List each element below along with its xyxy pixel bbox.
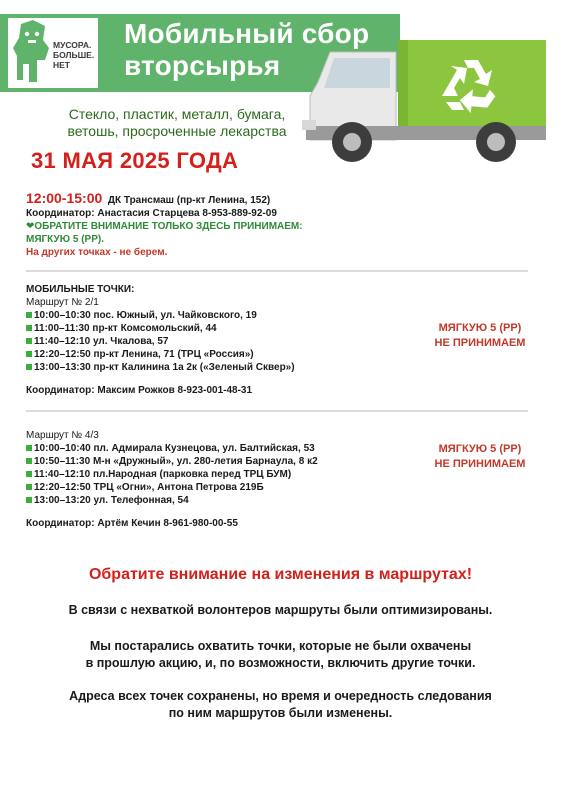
attention-heading: Обратите внимание на изменения в маршрутах! [88, 566, 473, 583]
header [0, 0, 561, 180]
fixed-point-location: ДК Трансмаш (пр-кт Ленина, 152) [107, 195, 271, 206]
bullet-icon [26, 471, 32, 477]
fixed-point-coordinator: Координатор: Анастасия Старцева 8-953-889-92-09 [26, 208, 277, 219]
waste-types [27, 106, 327, 140]
logo [8, 18, 98, 88]
route-stop: 10:00–10:40 пл. Адмирала Кузнецова, ул. Балтийская, 53 [26, 442, 406, 455]
bullet-icon [26, 364, 32, 370]
route-stop: 11:40–12:10 пл.Народная (парковка перед ТРЦ БУМ) [26, 468, 406, 481]
route-stop: 12:20–12:50 ТРЦ «Огни», Антона Петрова 219Б [26, 481, 406, 494]
route-stop: 10:50–11:30 М-н «Дружный», ул. 280-летия Барнаула, 8 к2 [26, 455, 406, 468]
paragraph-1-line: В связи с нехваткой волонтеров маршруты были оптимизированы. [68, 603, 493, 617]
note-line-1: МЯГКУЮ 5 (РР) [438, 322, 522, 334]
bullet-icon [26, 312, 32, 318]
logo-figure-icon [11, 20, 55, 86]
divider [26, 410, 528, 412]
waste-types-line-2: ветошь, просроченные лекарства [67, 123, 287, 139]
paragraph-1 [0, 602, 561, 619]
route-1-note [420, 321, 540, 351]
bullet-icon [26, 338, 32, 344]
bullet-icon [26, 351, 32, 357]
route-coordinator: Координатор: Максим Рожков 8-923-001-48-31 [26, 385, 253, 396]
route-stop: 11:00–11:30 пр-кт Комсомольский, 44 [26, 322, 406, 335]
note-line-1: МЯГКУЮ 5 (РР) [438, 443, 522, 455]
waste-types-line-1: Стекло, пластик, металл, бумага, [68, 106, 286, 122]
paragraph-3-line-1: Адреса всех точек сохранены, но время и очередность следования [69, 689, 492, 703]
route-stop: 13:00–13:20 ул. Телефонная, 54 [26, 494, 406, 507]
note-line-2: НЕ ПРИНИМАЕМ [434, 337, 526, 349]
truck-icon [300, 36, 550, 176]
notice-line-2: МЯГКУЮ 5 (PP). [26, 234, 104, 245]
paragraph-3-line-2: по ним маршрутов были изменены. [168, 706, 393, 720]
event-date: 31 МАЯ 2025 ГОДА [31, 148, 239, 173]
route-stop: 13:00–13:30 пр-кт Калинина 1а 2к («Зеленый Сквер») [26, 361, 406, 374]
fixed-point-section [26, 192, 536, 259]
paragraph-2 [0, 638, 561, 672]
paragraph-2-line-2: в прошлую акцию, и, по возможности, включить другие точки. [85, 656, 476, 670]
route-stop: 10:00–10:30 пос. Южный, ул. Чайковского, 19 [26, 309, 406, 322]
title-line-2: вторсырья [124, 50, 281, 81]
divider [26, 270, 528, 272]
note-line-2: НЕ ПРИНИМАЕМ [434, 458, 526, 470]
route-stop: 12:20–12:50 пр-кт Ленина, 71 (ТРЦ «Россия») [26, 348, 406, 361]
mobile-heading: МОБИЛЬНЫЕ ТОЧКИ: [26, 284, 135, 295]
route-name: Маршрут № 4/3 [26, 430, 99, 441]
bullet-icon [26, 458, 32, 464]
route-stop: 11:40–12:10 ул. Чкалова, 57 [26, 335, 406, 348]
bullet-icon [26, 497, 32, 503]
bullet-icon [26, 484, 32, 490]
route-4-3 [26, 429, 406, 530]
bullet-icon [26, 325, 32, 331]
bullet-icon [26, 445, 32, 451]
paragraph-3 [0, 688, 561, 722]
paragraph-2-line-1: Мы постарались охватить точки, которые не были охвачены [89, 639, 472, 653]
logo-text: МУСОРА. БОЛЬШЕ. НЕТ [53, 40, 95, 70]
route-coordinator: Координатор: Артём Кечин 8-961-980-00-55 [26, 518, 238, 529]
fixed-point-header [26, 192, 536, 207]
title-line-1: Мобильный сбор [124, 18, 370, 49]
route-2-1 [26, 283, 406, 397]
fixed-point-time: 12:00-15:00 [26, 190, 103, 206]
route-2-note [420, 442, 540, 472]
notice-line-1: ❤ОБРАТИТЕ ВНИМАНИЕ ТОЛЬКО ЗДЕСЬ ПРИНИМАЕМ: [26, 221, 303, 232]
route-name: Маршрут № 2/1 [26, 297, 99, 308]
notice-line-3: На других точках - не берем. [26, 247, 168, 258]
